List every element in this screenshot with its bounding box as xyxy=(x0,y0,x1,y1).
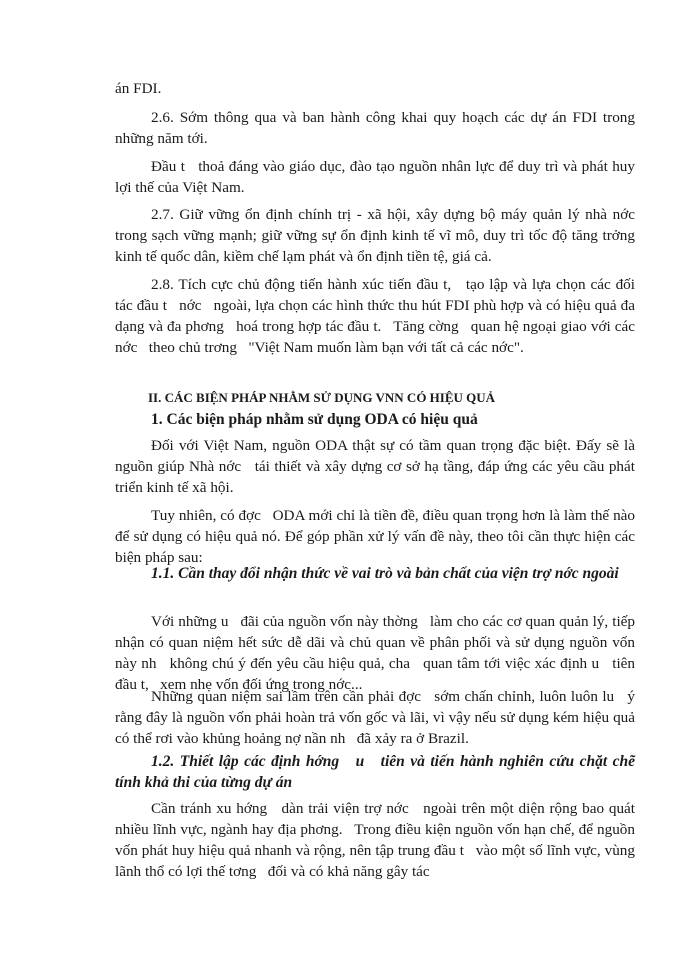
heading-1-2: 1.2. Thiết lập các định hớng u tiên và tiến hành nghiên cứu chặt chẽ tính khả thi của từng dự án xyxy=(115,753,639,791)
paragraph-2-7: 2.7. Giữ vững ổn định chính trị - xã hội, xây dựng bộ máy quản lý nhà nớc trong sạch vững mạnh; giữ vững sự ổn định kinh tế vĩ mô, duy trì tốc độ tăng trởng kinh tế quốc dân, kiềm chế lạm phát và ổn định tiền tệ, giá cả. xyxy=(115,206,647,265)
paragraph-continuation: án FDI. xyxy=(115,80,162,97)
heading-1-1: 1.1. Cần thay đổi nhận thức về vai trò và bản chất của viện trợ nớc ngoài xyxy=(151,565,619,582)
subsection-heading: 1. Các biện pháp nhằm sử dụng ODA có hiệu quả xyxy=(151,411,478,428)
section-heading: II. CÁC BIỆN PHÁP NHẰM SỬ DỤNG VNN CÓ HIỆU QUẢ xyxy=(148,390,496,405)
paragraph-investment-education: Đầu t thoả đáng vào giáo dục, đào tạo nguồn nhân lực để duy trì và phát huy lợi thế của Việt Nam. xyxy=(115,158,639,196)
paragraph-oda-effective-use: Tuy nhiên, có đợc ODA mới chỉ là tiền đề, điều quan trọng hơn là làm thế nào để sử dụng có hiệu quả nó. Để góp phần xử lý vấn đề này, theo tôi cần thực hiện các biện pháp sau: xyxy=(115,507,639,566)
paragraph-oda-importance: Đối với Việt Nam, nguồn ODA thật sự có tầm quan trọng đặc biệt. Đấy sẽ là nguồn giúp Nhà nớc tái thiết và xây dựng cơ sở hạ tầng, đáp ứng các yêu cầu phát triển kinh tế xã hội. xyxy=(115,437,639,496)
paragraph-avoid-spreading: Cần tránh xu hớng dàn trải viện trợ nớc ngoài trên một diện rộng bao quát nhiều lĩnh vực, ngành hay địa phơng. Trong điều kiện nguồn vốn hạn chế, để nguồn vốn phát huy hiệu quả nhanh và rộng, nên tập trung đầu t vào một số lĩnh vực, vùng lãnh thổ có lợi thế tơng đối và có khả năng gây tác xyxy=(115,800,639,880)
paragraph-misconceptions: Những quan niệm sai lầm trên cần phải đợc sớm chấn chỉnh, luôn luôn lu ý rằng đây là nguồn vốn phải hoàn trả vốn gốc và lãi, vì vậy nếu sử dụng kém hiệu quả có thể rơi vào khủng hoảng nợ nần nh đã xảy ra ở Brazil. xyxy=(115,688,639,747)
paragraph-2-8: 2.8. Tích cực chủ động tiến hành xúc tiến đầu t, tạo lập và lựa chọn các đối tác đầu t nớc ngoài, lựa chọn các hình thức thu hút FDI phù hợp và có hiệu quả đa dạng và đa phơng hoá trong hợp tác đầu t. Tăng cờng quan hệ ngoại giao với các nớc theo chủ trơng "Việt Nam muốn làm bạn với tất cả các nớc". xyxy=(115,276,639,356)
paragraph-2-6: 2.6. Sớm thông qua và ban hành công khai quy hoạch các dự án FDI trong những năm tới. xyxy=(115,109,639,147)
paragraph-preferential-terms: Với những u đãi của nguồn vốn này thờng làm cho các cơ quan quản lý, tiếp nhận có quan niệm hết sức dễ dãi và chủ quan về phân phối và sử dụng nguồn vốn này nh không chú ý đến yêu cầu hiệu quả, cha quan tâm tới việc xác định u tiên đầu t, xem nhẹ vốn đối ứng trong nớc... xyxy=(115,613,639,693)
